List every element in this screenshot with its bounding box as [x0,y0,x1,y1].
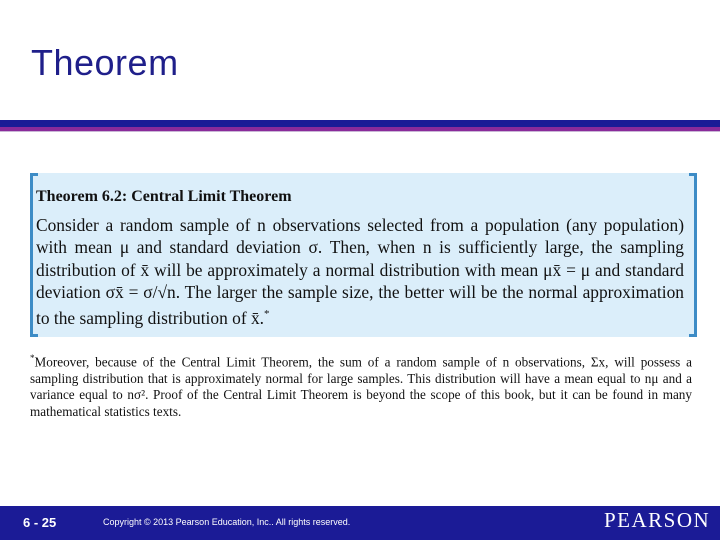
header-rule-thin [0,131,720,132]
theorem-body [36,214,684,329]
copyright-text: Copyright © 2013 Pearson Education, Inc.. All rights reserved. [103,517,351,527]
theorem-box [30,173,697,337]
footnote-text: Moreover, because of the Central Limit Theorem, the sum of a random sample of n observations, Σx, will possess a sampling distribution that is approximately normal for large samples. This distribution will have a mean equal to nμ and a variance equal to nσ². Proof of the Central Limit Theorem is beyond the scope of this book, but it can be found in many mathematical statistics texts. [30,354,692,419]
footnote [30,350,692,420]
header-rule-blue [0,120,720,127]
theorem-footnote-mark: * [264,308,270,321]
theorem-text: Consider a random sample of n observations selected from a population (any population) with mean μ and standard deviation σ. Then, when n is sufficiently large, the sampling distribution of x̄ will be approximately a normal distribution with mean μx̄ = μ and standard deviation σx̄ = σ/√n. The larger the sample size, the better will be the normal approximation to the sampling distribution of x̄. [36,215,684,328]
slide-title: Theorem [31,42,179,83]
pearson-logo: PEARSON [604,508,711,532]
page-number: 6 - 25 [23,515,57,530]
footnote-mark: * [30,353,35,363]
right-bracket [689,173,697,337]
theorem-heading: Theorem 6.2: Central Limit Theorem [36,188,292,205]
